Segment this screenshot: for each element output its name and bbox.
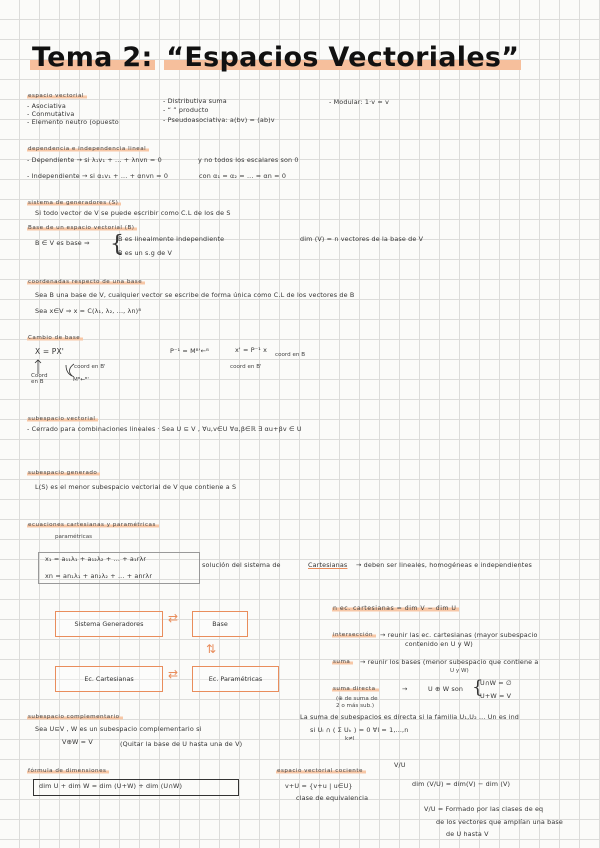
ec-sol: solución del sistema de	[202, 561, 281, 569]
ec-cartesianas: Cartesianas	[308, 561, 348, 569]
base-lead: B ∈ V es base ⇒	[35, 239, 90, 247]
comp-line-1: Sea U⊆V , W es un subespacio complementario si	[35, 725, 202, 733]
base-cond-2: B es un s.g de V	[118, 249, 173, 257]
heading-ecuaciones: ecuaciones cartesianas y paramétricas	[27, 522, 159, 528]
cociente-form-1: V/U = Formado por las clases de eq	[424, 805, 544, 813]
cambio-eq2: x' = P⁻¹ x	[235, 346, 268, 354]
ev-prop-2: - Conmutativa	[27, 110, 75, 118]
heading-espacio-vectorial: espacio vectorial	[27, 93, 87, 99]
box-ec-cartesianas: Ec. Cartesianas	[55, 666, 163, 692]
suma-label: suma	[332, 659, 353, 665]
cociente-form-3: de U hasta V	[446, 830, 489, 838]
arrow-left-icon: ⇄	[168, 667, 179, 681]
brace: {	[472, 677, 484, 698]
cambio-mb: Mᴮ←ᴮ'	[73, 377, 89, 383]
ev-prop-4: - Distributiva suma	[163, 97, 227, 105]
indep-line: - Independiente → si α₁v₁ + ... + αnvn = 0	[27, 172, 169, 180]
cociente-line-1: v+U = {v+u | u∈U}	[285, 782, 353, 790]
interseccion-label: intersección	[332, 632, 376, 638]
cambio-coord-b2: coord en B	[275, 352, 306, 358]
coord-line-1: Sea B una base de V, cualquier vector se escribe de forma única como C.L de los vectores de B	[35, 291, 355, 299]
subgen-text: L(S) es el menor subespacio vectorial de V que contiene a S	[35, 483, 237, 491]
title-prefix: Tema 2:	[32, 42, 153, 73]
heading-formula-dimensiones: fórmula de dimensiones	[27, 768, 109, 774]
ev-prop-6: - Pseudoasociativa: a(bv) = (ab)v	[163, 116, 275, 124]
ec-res: → deben ser lineales, homogéneas e independientes	[356, 561, 533, 569]
cambio-inv: P⁻¹ = Mᴮ'←ᴮ	[170, 347, 210, 355]
ev-prop-5: - “ ” producto	[163, 106, 209, 114]
ev-prop-7: - Modular: 1·v = v	[329, 98, 390, 106]
cambio-eq: X = PX'	[35, 347, 64, 356]
suma-directa-expr: U ⊕ W son	[428, 685, 464, 693]
heading-generadores: sistema de generadores (S)	[27, 200, 121, 206]
suma-text: → reunir los bases (menor subespacio que contiene a	[360, 658, 539, 666]
directa-note-1: (⊕ de suma de	[336, 696, 378, 702]
suma-text-2: U y W)	[450, 668, 469, 674]
heading-base: Base de un espacio vectorial (B)	[27, 225, 137, 231]
heading-coordenadas: coordenadas respecto de una base	[27, 279, 145, 285]
base-cond-1: B es linealmente independiente	[118, 235, 225, 243]
sub-line: - Cerrado para combinaciones lineales · Sea U ⊆ V , ∀u,v∈U ∀α,β∈ℝ ∃ αu+βv ∈ U	[27, 425, 302, 433]
gen-text: Si todo vector de V se puede escribir como C.L de los de S	[35, 209, 231, 217]
cambio-coord-b: Coord en B	[31, 373, 48, 386]
formula-dimensiones: dim U + dim W = dim (U+W) + dim (U∩W)	[39, 782, 183, 790]
box-ec-parametricas: Ec. Paramétricas	[192, 666, 279, 692]
heading-complementario: subespacio complementario	[27, 714, 123, 720]
title-main: “Espacios Vectoriales”	[166, 42, 520, 73]
ev-prop-1: - Asociativa	[27, 102, 66, 110]
heading-cociente: espacio vectorial cociente	[276, 768, 366, 774]
suma-directa-cond: si Uₗ ∩ ( Σ Uₖ ) = 0 ∀l = 1,...,n	[310, 726, 409, 734]
interseccion-text: → reunir las ec. cartesianas (mayor subespacio	[380, 631, 538, 639]
ev-prop-3: - Elemento neutro (opuesto	[27, 118, 119, 126]
dep-line-1: - Dependiente → si λ₁v₁ + ... + λnvn = 0	[27, 156, 162, 164]
interseccion-text-2: contenido en U y W)	[405, 640, 473, 648]
comp-line-2: V⊕W = V	[62, 738, 93, 746]
heading-cambio-base: Cambio de base	[27, 335, 83, 341]
dep-line-1b: y no todos los escalares son 0	[198, 156, 299, 164]
arrow-down-icon: ⇅	[206, 642, 217, 656]
suma-directa-sub: k≠l	[345, 736, 355, 742]
ec-parametricas: paramétricas	[55, 534, 93, 540]
indep-line-b: con α₁ = α₂ = ... = αn = 0	[199, 172, 287, 180]
box-sistema-generadores: Sistema Generadores	[55, 611, 163, 637]
arrow-right-icon: ⇄	[168, 611, 179, 625]
cambio-coord-b3: coord en B'	[230, 364, 262, 370]
ec-eq-1: x₁ = a₁₁λ₁ + a₁₂λ₂ + ... + a₁rλr	[45, 555, 147, 563]
directa-cond-1: U∩W = ∅	[480, 679, 512, 687]
suma-directa-arrow: →	[402, 685, 408, 693]
brace: {	[110, 232, 124, 257]
n-ec-cartesianas: n ec. cartesianas = dim V − dim U	[332, 605, 459, 612]
heading-dependencia: dependencia e independencia lineal	[27, 146, 149, 152]
cambio-arrows	[30, 347, 90, 382]
coord-line-2: Sea x∈V ⇒ x = C(λ₁, λ₂, ..., λn)ᴮ	[35, 307, 142, 315]
heading-subespacio: subespacio vectorial	[27, 416, 98, 422]
box-base: Base	[192, 611, 248, 637]
suma-directa-label: suma directa	[332, 686, 379, 692]
comp-line-3: (Quitar la base de U hasta una de V)	[120, 740, 243, 748]
base-dim: dim (V) = n vectores de la base de V	[300, 235, 424, 243]
cociente-line-2: clase de equivalencia	[296, 794, 369, 802]
cociente-vu: V/U	[394, 761, 406, 769]
suma-directa-def: La suma de subespacios es directa si la familia U₁,U₂ ... Un es ind	[300, 713, 519, 721]
directa-cond-2: U+W = V	[480, 692, 512, 700]
cambio-coord-b1: coord en B'	[74, 364, 106, 370]
page-title	[30, 42, 521, 73]
heading-subespacio-generado: subespacio generado	[27, 470, 100, 476]
ec-eq-2: xn = an₁λ₁ + an₂λ₂ + ... + anrλr	[45, 572, 153, 580]
cociente-dim: dim (V/U) = dim(V) − dim (V)	[412, 780, 511, 788]
directa-note-2: 2 o más sub.)	[336, 703, 375, 709]
cociente-form-2: de los vectores que amplían una base	[436, 818, 563, 826]
